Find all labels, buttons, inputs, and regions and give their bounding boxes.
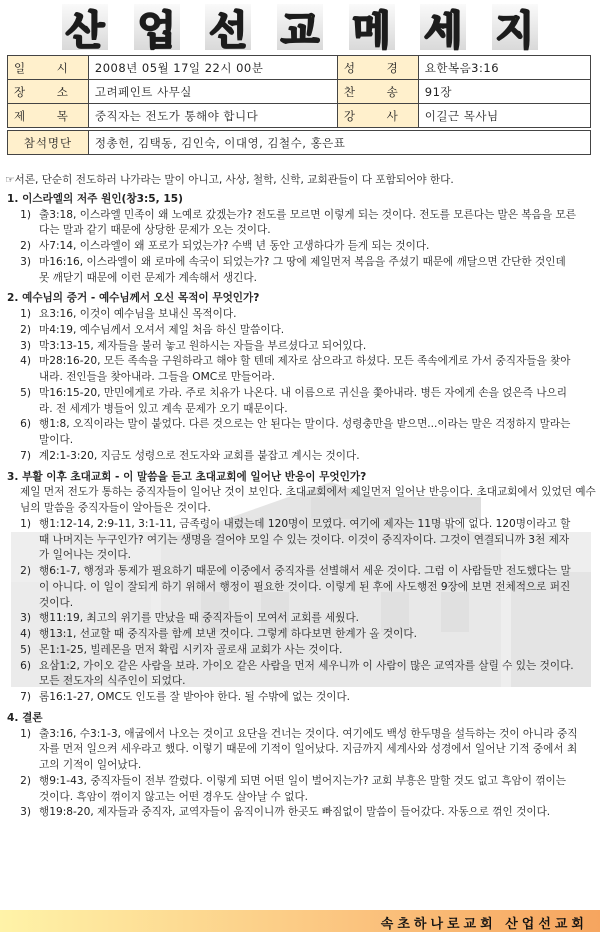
item-text: 행11:19, 최고의 위기를 만났을 때 중직자들이 모여서 교회를 세웠다. <box>39 612 360 625</box>
item-number: 1) <box>20 208 31 221</box>
item-number: 6) <box>20 418 31 431</box>
hymn-label: 찬 송 <box>337 80 418 104</box>
item-number: 1) <box>20 727 31 740</box>
item-text: 행19:8-20, 제자들과 중직자, 교역자들이 움직이니까 한곳도 빠짐없이 말씀이 들어갔다. 자동으로 꺾인 것이다. <box>39 806 551 819</box>
list-item <box>1 339 597 355</box>
item-number: 5) <box>20 643 31 656</box>
item-number: 7) <box>20 691 31 703</box>
date-label: 일 시 <box>8 56 89 80</box>
list-item <box>1 643 597 659</box>
item-text: 롬16:1-27, OMC도 인도를 잘 받아야 한다. 될 수밖에 없는 것이다. <box>39 691 351 703</box>
subject-value: 중직자는 전도가 통해야 합니다 <box>88 104 337 128</box>
item-text: 행6:1-7, 행정과 통제가 필요하기 때문에 이중에서 중직자를 선별해서 세운 것이다. 그럼 이 사람들만 전도했다는 말이 아니다. 이 일이 잘되게 하기 위해서 행정이 필요한 것이다. 이렇게 된 후에 사도행전 9장에 보면 전체적으로 퍼진 것이다. <box>39 565 571 609</box>
list-item <box>1 417 597 449</box>
title-char: 교 <box>277 4 323 50</box>
item-number: 4) <box>20 628 31 640</box>
list-item <box>1 386 597 418</box>
list-item <box>1 354 597 386</box>
section-heading: 2. 예수님의 증거 - 예수님께서 오신 목적이 무엇인가? <box>7 292 260 305</box>
attendees-label: 참석명단 <box>8 131 89 155</box>
list-item <box>1 239 597 255</box>
section-4 <box>1 711 597 821</box>
list-item <box>1 727 597 774</box>
item-number: 2) <box>20 565 31 577</box>
list-item <box>1 611 597 627</box>
item-text: 출3:16, 수3:1-3, 애굽에서 나오는 것이고 요단을 건너는 것이다. 여기에도 백성 한두명을 설득하는 것이 아니라 중직자를 먼저 일으켜 세우라고 했다. 이렇기 때문에 기적이 일어났다. 지금까지 세계사와 성경에서 일어난 기적 중에서 최고의 기적이 일어났다. <box>39 727 578 771</box>
footer-banner <box>0 910 600 932</box>
title-char: 선 <box>205 4 251 50</box>
list-item <box>1 690 597 706</box>
item-number: 1) <box>20 308 31 320</box>
list-item <box>1 208 597 240</box>
section-1 <box>1 192 597 287</box>
item-number: 2) <box>20 240 31 252</box>
place-label: 장 소 <box>8 80 89 104</box>
title-char: 지 <box>492 4 538 50</box>
intro-text: ☞서론, 단순히 전도하러 나가라는 말이 아니고, 사상, 철학, 신학, 교회관들이 다 포함되어야 한다. <box>5 174 454 186</box>
item-text: 행1:8, 오직이라는 말이 붙었다. 다른 것으로는 안 된다는 말이다. 성령충만을 받으면...이라는 말은 걱정하지 말라는 말이다. <box>39 418 571 446</box>
subject-label: 제 목 <box>8 104 89 128</box>
meeting-info-table <box>7 55 591 155</box>
item-number: 4) <box>20 355 31 368</box>
section-2 <box>1 291 597 464</box>
item-number: 7) <box>20 449 31 462</box>
title-char: 업 <box>134 4 180 50</box>
list-item <box>1 805 597 821</box>
sermon-body <box>1 172 597 906</box>
item-text: 막3:13-15, 제자들을 불러 놓고 원하시는 자들을 부르셨다고 되어있다. <box>39 339 367 352</box>
item-text: 행13:1, 선교할 때 중직자를 함께 보낸 것이다. 그렇게 하다보면 한계가 올 것이다. <box>39 628 417 640</box>
list-item <box>1 323 597 339</box>
item-number: 3) <box>20 255 31 268</box>
item-text: 요삼1:2, 가이오 같은 사람을 보라. 가이오 같은 사람을 먼저 세우니까 이 사람이 많은 교역자를 살릴 수 있는 것이다. 모든 전도자의 식주인이 되었다. <box>39 659 574 688</box>
footer-church-name: 속초하나로교회 산업선교회 <box>380 917 588 932</box>
section-heading: 3. 부활 이후 초대교회 - 이 말씀을 듣고 초대교회에 일어난 반응이 무엇인가? <box>7 470 367 483</box>
item-text: 행9:1-43, 중직자들이 전부 깔렸다. 이렇게 되면 어떤 일이 벌어지는가? 교회 부흥은 말할 것도 없고 흑암이 꺾이는 것이다. 흑암이 꺾이지 않고는 어떤 경우도 살아날 수 없다. <box>39 774 567 803</box>
item-number: 1) <box>20 517 31 530</box>
place-value: 고려페인트 사무실 <box>88 80 337 104</box>
item-text: 계2:1-3:20, 지금도 성령으로 전도자와 교회를 붙잡고 계시는 것이다. <box>39 449 360 462</box>
item-number: 2) <box>20 774 31 787</box>
item-text: 행1:12-14, 2:9-11, 3:1-11, 금족령이 내렸는데 120명이 모였다. 여기에 제자는 11명 밖에 없다. 120명이라고 할 때 나머지는 누구인가? 여기는 생명을 걸어야 모일 수 있는 것이다. 이것이 중직자이다. 그것이 연결되니까 3천 제자가 일어나는 것이다. <box>39 517 571 562</box>
section-heading: 4. 결론 <box>7 711 43 724</box>
list-item <box>1 449 597 465</box>
item-text: 요3:16, 이것이 예수님을 보내신 목적이다. <box>39 308 237 320</box>
list-item <box>1 255 597 287</box>
scripture-value: 요한복음3:16 <box>418 56 590 80</box>
scripture-label: 성 경 <box>337 56 418 80</box>
list-item <box>1 659 597 691</box>
speaker-label: 강 사 <box>337 104 418 128</box>
section-heading: 1. 이스라엘의 저주 원인(창3:5, 15) <box>7 192 183 205</box>
section-note: 제일 먼저 전도가 통하는 중직자들이 일어난 것이 보인다. 초대교회에서 제일먼저 일어난 반응이다. 초대교회에서 있었던 예수님의 말씀을 중직자들이 알아들은 것이다. <box>20 486 596 514</box>
item-number: 2) <box>20 323 31 336</box>
item-text: 사7:14, 이스라엘이 왜 포로가 되었는가? 수백 년 동안 고생하다가 듣게 되는 것이다. <box>39 240 430 252</box>
item-text: 마16:16, 이스라엘이 왜 로마에 속국이 되었는가? 그 땅에 제일먼저 복음을 주셨기 때문에 깨달으면 간단한 것인데 못 깨닫기 때문에 이런 문제가 계속해서 생긴다. <box>39 255 566 284</box>
attendees-value: 정총헌, 김택동, 김인숙, 이대영, 김철수, 홍은표 <box>88 131 590 155</box>
speaker-value: 이길근 목사님 <box>418 104 590 128</box>
item-number: 3) <box>20 339 31 352</box>
item-text: 몬1:1-25, 빌레몬을 먼저 확립 시키자 골로새 교회가 사는 것이다. <box>39 643 343 656</box>
list-item <box>1 307 597 323</box>
item-number: 3) <box>20 612 31 625</box>
item-number: 3) <box>20 806 31 819</box>
date-value: 2008년 05월 17일 22시 00분 <box>88 56 337 80</box>
section-3 <box>1 470 597 706</box>
item-text: 마28:16-20, 모든 족속을 구원하라고 해야 할 텐데 제자로 삼으라고 하셨다. 모든 족속에게로 가서 중직자들을 찾아내라. 전인들을 찾아내라. 그들을 OMC로 만들어라. <box>39 355 571 383</box>
list-item <box>1 627 597 643</box>
item-text: 마4:19, 예수님께서 오셔서 제일 처음 하신 말씀이다. <box>39 323 285 336</box>
page-title <box>62 4 538 54</box>
item-text: 막16:15-20, 만민에게로 가라. 주로 치유가 나온다. 내 이름으로 귀신을 쫓아내라. 병든 자에게 손을 얹은즉 나으리라. 전 세계가 병들어 있고 계속 문제가 오기 때문이다. <box>39 386 568 415</box>
list-item <box>1 564 597 611</box>
item-number: 5) <box>20 386 31 399</box>
item-number: 6) <box>20 659 31 672</box>
hymn-value: 91장 <box>418 80 590 104</box>
item-text: 출3:18, 이스라엘 민족이 왜 노예로 갔겠는가? 전도를 모르면 이렇게 되는 것이다. 전도를 모른다는 말은 복음을 모른다는 말과 같기 때문에 상당한 문제가 오는 것이다. <box>39 208 576 237</box>
sermon-content <box>1 172 597 821</box>
list-item <box>1 774 597 806</box>
title-char: 산 <box>62 4 108 50</box>
title-char: 메 <box>349 4 395 50</box>
title-char: 세 <box>420 4 466 50</box>
list-item <box>1 517 597 564</box>
